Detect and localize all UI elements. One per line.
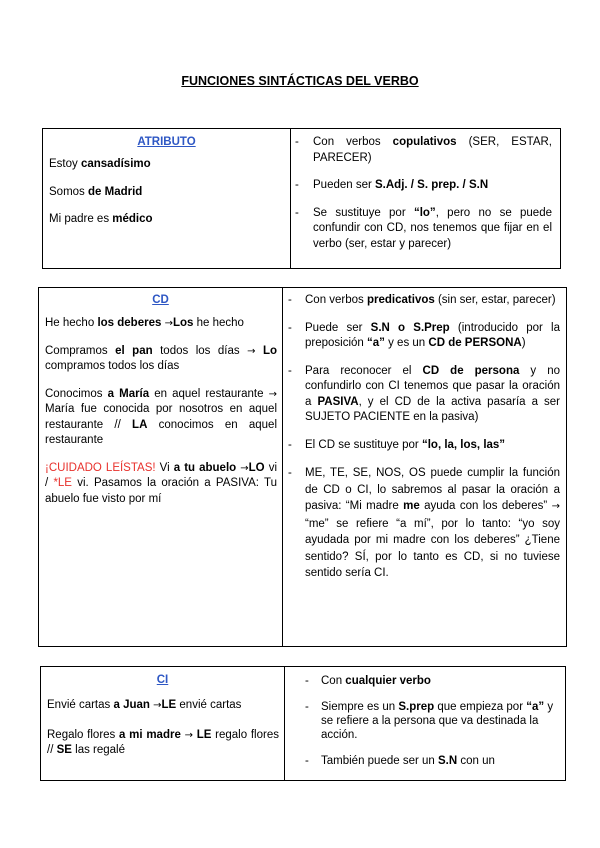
cd-table	[38, 287, 567, 647]
atributo-table	[42, 128, 561, 269]
cd-example: Conocimos a María en aquel restaurante → María fue conocida por nosotros en aquel restaurante // LA conocimos en aquel restaurante	[45, 387, 278, 446]
ci-table	[40, 666, 566, 781]
cd-example: Compramos el pan todos los días → Lo compramos todos los días	[45, 344, 278, 372]
ci-example: Envié cartas a Juan →LE envié cartas	[47, 699, 242, 711]
cd-example: He hecho los deberes →Los he hecho	[45, 317, 244, 329]
cd-rule: - El CD se sustituye por “lo, la, los, las”	[283, 438, 560, 454]
cd-rule: - Con verbos predicativos (sin ser, estar, parecer)	[283, 293, 560, 309]
ci-example: Regalo flores a mi madre → LE regalo flores // SE las regalé	[47, 728, 279, 756]
ci-rule: - También puede ser un S.N con un	[285, 754, 559, 768]
atributo-rules-cell	[291, 129, 561, 269]
atributo-example: Mi padre es médico	[49, 213, 153, 225]
ci-header: CI	[156, 674, 169, 686]
cd-rule: - Para reconocer el CD de persona y no confundirlo con CI tenemos que pasar la oración a PASIVA, y el CD de la activa pasaría a ser SUJETO PACIENTE en la pasiva)	[283, 364, 560, 426]
ci-examples-cell	[41, 667, 285, 781]
cd-rule: - Puede ser S.N o S.Prep (introducido por la preposición “a” y es un CD de PERSONA)	[283, 321, 560, 352]
cd-examples-cell	[39, 288, 283, 647]
atributo-rule: - Pueden ser S.Adj. / S. prep. / S.N	[291, 178, 552, 194]
atributo-rule: - Se sustituye por “lo”, pero no se puede confundir con CD, nos tenemos que fijar en el verbo (ser, estar y parecer)	[291, 206, 552, 253]
cd-header: CD	[152, 294, 169, 306]
atributo-rule: - Con verbos copulativos (SER, ESTAR, PARECER)	[291, 135, 552, 166]
atributo-example: Somos de Madrid	[49, 185, 143, 198]
atributo-header: ATRIBUTO	[137, 136, 196, 148]
atributo-examples-cell	[43, 129, 291, 269]
cd-rule: - ME, TE, SE, NOS, OS puede cumplir la función de CD o CI, lo sabremos al pasar la oración a pasiva: “Mi madre me ayuda con los deberes” → “me” se refiere “a mí”, por lo tanto: “yo soy ayudada por mi madre con los deberes” ¿Tiene sentido? SÍ, por lo tanto es CD, si no tuviese sentido sería CI.	[283, 465, 560, 582]
ci-rules-cell	[285, 667, 566, 781]
ci-rule: - Siempre es un S.prep que empieza por “a” y se refiere a la persona que va destinada la acción.	[285, 700, 559, 742]
ci-rule: - Con cualquier verbo	[285, 674, 559, 688]
cd-example: ¡CUIDADO LEÍSTAS! Vi a tu abuelo →LO vi / *LE vi. Pasamos la oración a PASIVA: Tu abuelo fue visto por mí	[45, 461, 278, 505]
page-title: FUNCIONES SINTÁCTICAS DEL VERBO	[181, 74, 419, 88]
cd-rules-cell	[283, 288, 567, 647]
atributo-example: Estoy cansadísimo	[49, 158, 151, 170]
